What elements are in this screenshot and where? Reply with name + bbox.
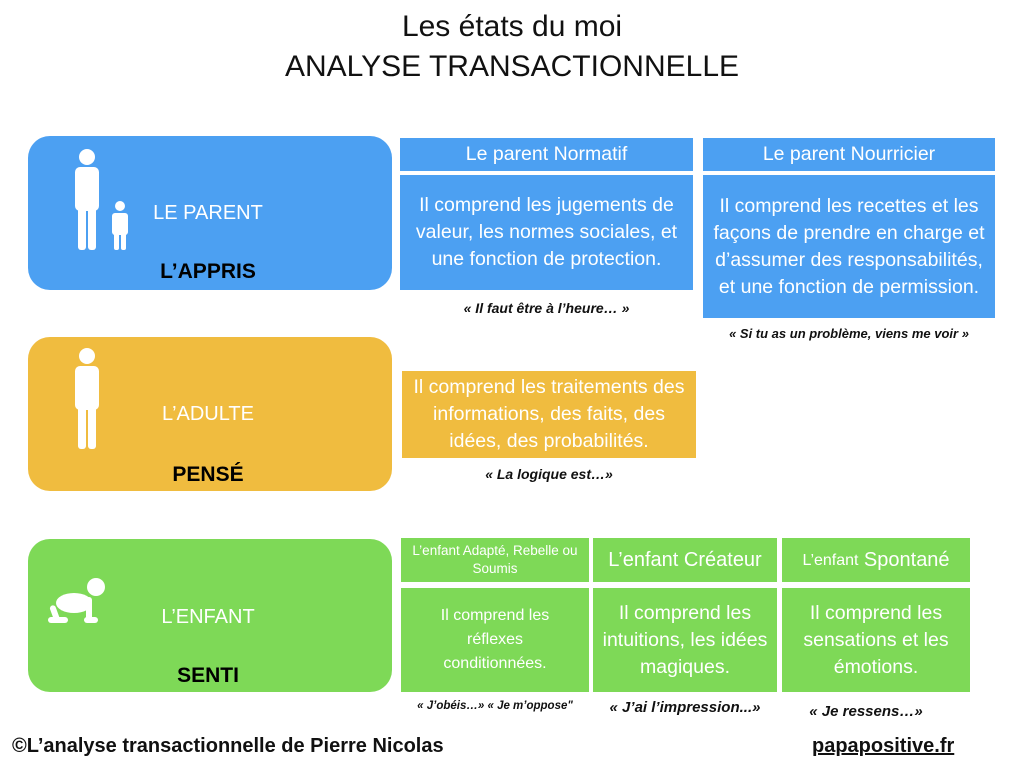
enfant-adapte-header: L’enfant Adapté, Rebelle ou Soumis <box>401 538 589 582</box>
footer-site-link[interactable]: papapositive.fr <box>812 735 955 757</box>
adult-figure-icon <box>68 347 108 451</box>
footer-copyright: ©L’analyse transactionnelle de Pierre Nicolas <box>12 735 444 757</box>
enfant-createur-text: Il comprend les intuitions, les idées magiques. <box>593 588 777 692</box>
state-enfant-label: L’ENFANT <box>161 606 255 628</box>
enfant-adapte-text: Il comprend les réflexes conditionnées. <box>401 588 589 692</box>
crawling-baby-icon <box>46 577 108 627</box>
state-parent-card <box>28 136 392 290</box>
enfant-createur-quote: « J’ai l’impression...» <box>609 699 761 716</box>
parent-nourricier-quote: « Si tu as un problème, viens me voir » <box>729 326 969 341</box>
state-enfant-card <box>28 539 392 692</box>
enfant-spontane-quote: « Je ressens…» <box>809 703 923 720</box>
enfant-spontane-header-small: L’enfant <box>802 551 859 569</box>
enfant-createur-header: L’enfant Créateur <box>593 538 777 582</box>
parent-nourricier-text: Il comprend les recettes et les façons de prendre en charge et d’assumer des responsabilités, et une fonction de permission. <box>703 175 995 318</box>
adulte-quote: « La logique est…» <box>485 466 613 482</box>
state-parent-label: LE PARENT <box>153 202 263 224</box>
state-enfant-key: SENTI <box>177 664 239 687</box>
enfant-adapte-quote: « J’obéis…» « Je m’oppose" <box>417 700 573 712</box>
state-parent-key: L’APPRIS <box>160 260 256 283</box>
state-adulte-key: PENSÉ <box>172 463 244 486</box>
enfant-spontane-text: Il comprend les sensations et les émotions. <box>782 588 970 692</box>
state-adulte-card <box>28 337 392 491</box>
parent-normatif-quote: « Il faut être à l’heure… » <box>463 300 630 316</box>
parent-child-figures-icon <box>68 148 138 252</box>
enfant-spontane-header <box>782 538 970 582</box>
state-adulte-label: L’ADULTE <box>162 403 254 425</box>
parent-normatif-text: Il comprend les jugements de valeur, les normes sociales, et une fonction de protection. <box>400 175 693 290</box>
adulte-text: Il comprend les traitements des informations, des faits, des idées, des probabilités. <box>402 371 696 458</box>
enfant-spontane-header-big: Spontané <box>863 548 950 571</box>
parent-nourricier-header: Le parent Nourricier <box>703 138 995 171</box>
title-line-2: ANALYSE TRANSACTIONNELLE <box>284 50 740 83</box>
parent-normatif-header: Le parent Normatif <box>400 138 693 171</box>
title-line-1: Les états du moi <box>401 10 623 43</box>
